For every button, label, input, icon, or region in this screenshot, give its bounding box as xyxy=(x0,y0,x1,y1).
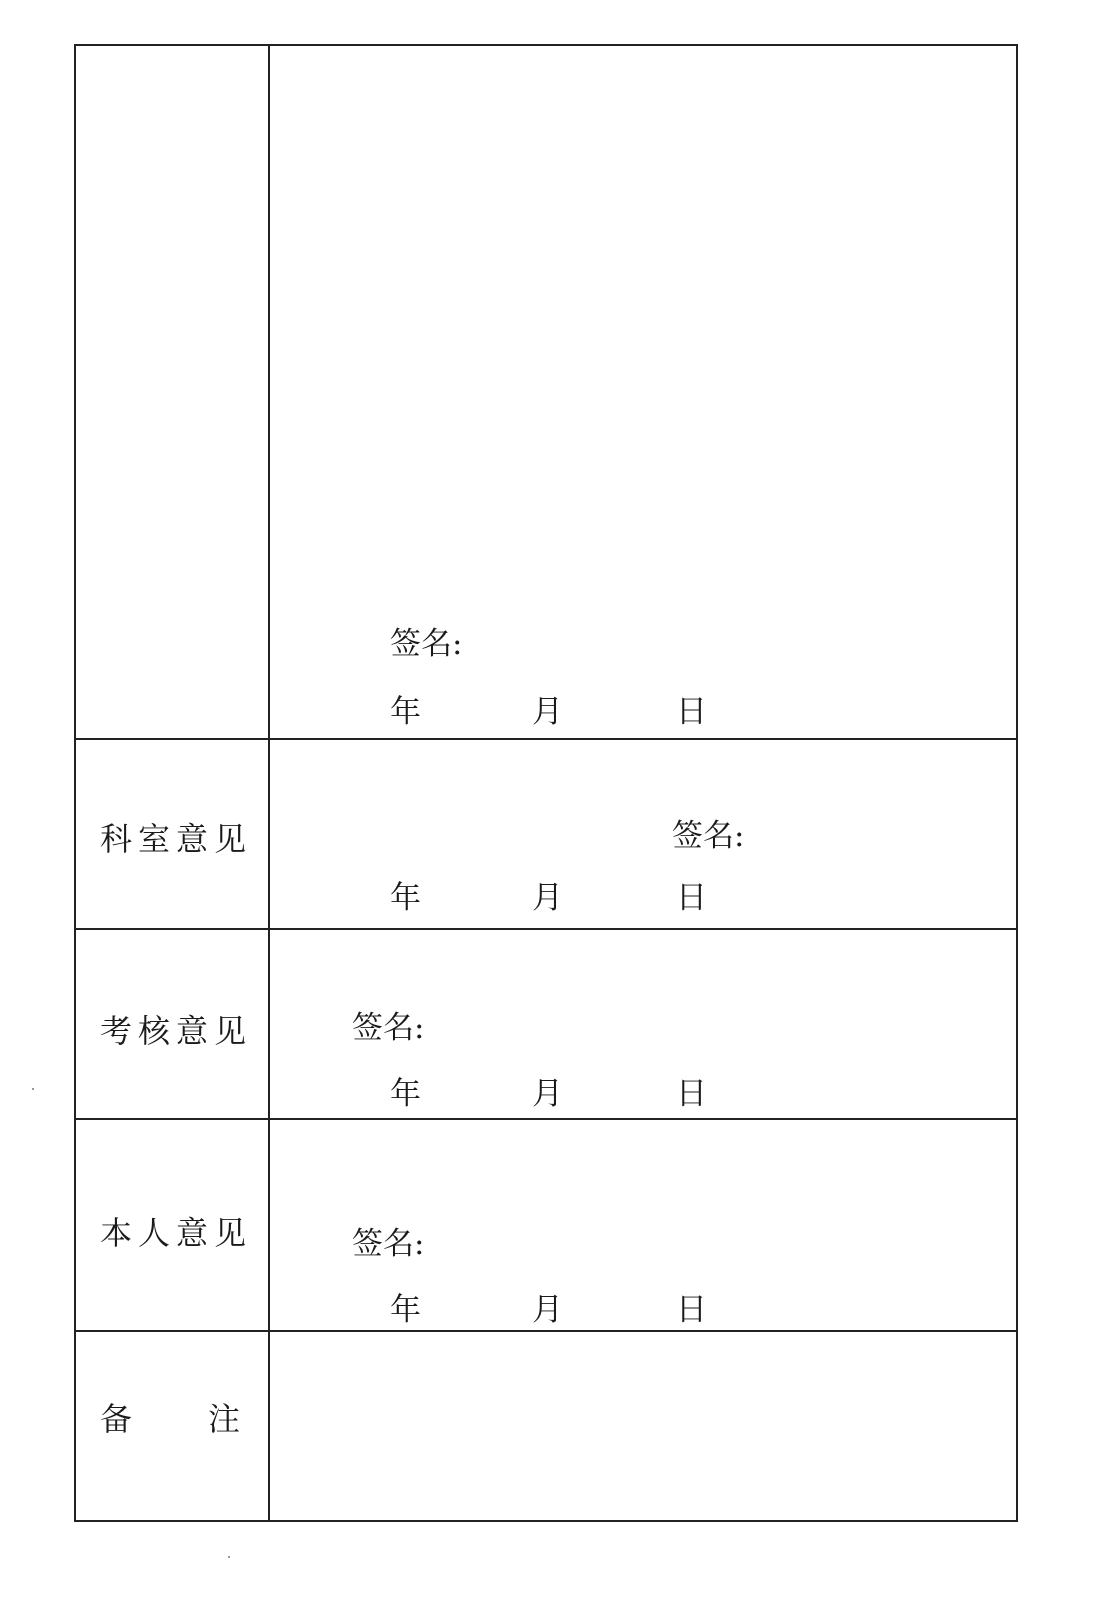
date-month-label: 月 xyxy=(532,880,563,916)
remarks-area[interactable] xyxy=(270,1332,1016,1520)
date-month-label: 月 xyxy=(532,694,563,730)
row-label-cell-empty xyxy=(76,46,270,738)
row-label-cell xyxy=(76,1120,270,1330)
date-day-label: 日 xyxy=(676,880,707,916)
personal-opinion-area[interactable] xyxy=(270,1120,1016,1330)
remarks-label xyxy=(100,1394,240,1440)
row-label-cell xyxy=(76,930,270,1118)
date-year-label: 年 xyxy=(390,694,421,730)
form-row-personal-opinion xyxy=(76,1120,1016,1332)
remarks-label-part-1: 备 xyxy=(100,1400,133,1438)
row-label-cell xyxy=(76,1332,270,1520)
scan-speck xyxy=(32,1088,34,1090)
scan-speck xyxy=(228,1556,230,1558)
row-label-cell xyxy=(76,740,270,928)
date-year-label: 年 xyxy=(390,1292,421,1328)
content-area[interactable] xyxy=(270,46,1016,738)
signature-label: 签名: xyxy=(352,1010,425,1046)
form-row-remarks xyxy=(76,1332,1016,1520)
department-opinion-label: 科室意见 xyxy=(100,820,253,858)
form-row-content xyxy=(76,46,1016,740)
date-year-label: 年 xyxy=(390,880,421,916)
assessment-opinion-area[interactable] xyxy=(270,930,1016,1118)
appraisal-form-table xyxy=(74,44,1018,1522)
date-month-label: 月 xyxy=(532,1076,563,1112)
date-year-label: 年 xyxy=(390,1076,421,1112)
form-row-assessment-opinion xyxy=(76,930,1016,1120)
department-opinion-area[interactable] xyxy=(270,740,1016,928)
signature-label: 签名: xyxy=(390,626,463,662)
remarks-label-part-2: 注 xyxy=(207,1400,240,1438)
date-day-label: 日 xyxy=(676,694,707,730)
signature-label: 签名: xyxy=(672,818,745,854)
date-day-label: 日 xyxy=(676,1076,707,1112)
personal-opinion-label: 本人意见 xyxy=(100,1214,253,1252)
form-row-department-opinion xyxy=(76,740,1016,930)
assessment-opinion-label: 考核意见 xyxy=(100,1012,253,1050)
signature-label: 签名: xyxy=(352,1226,425,1262)
date-month-label: 月 xyxy=(532,1292,563,1328)
date-day-label: 日 xyxy=(676,1292,707,1328)
